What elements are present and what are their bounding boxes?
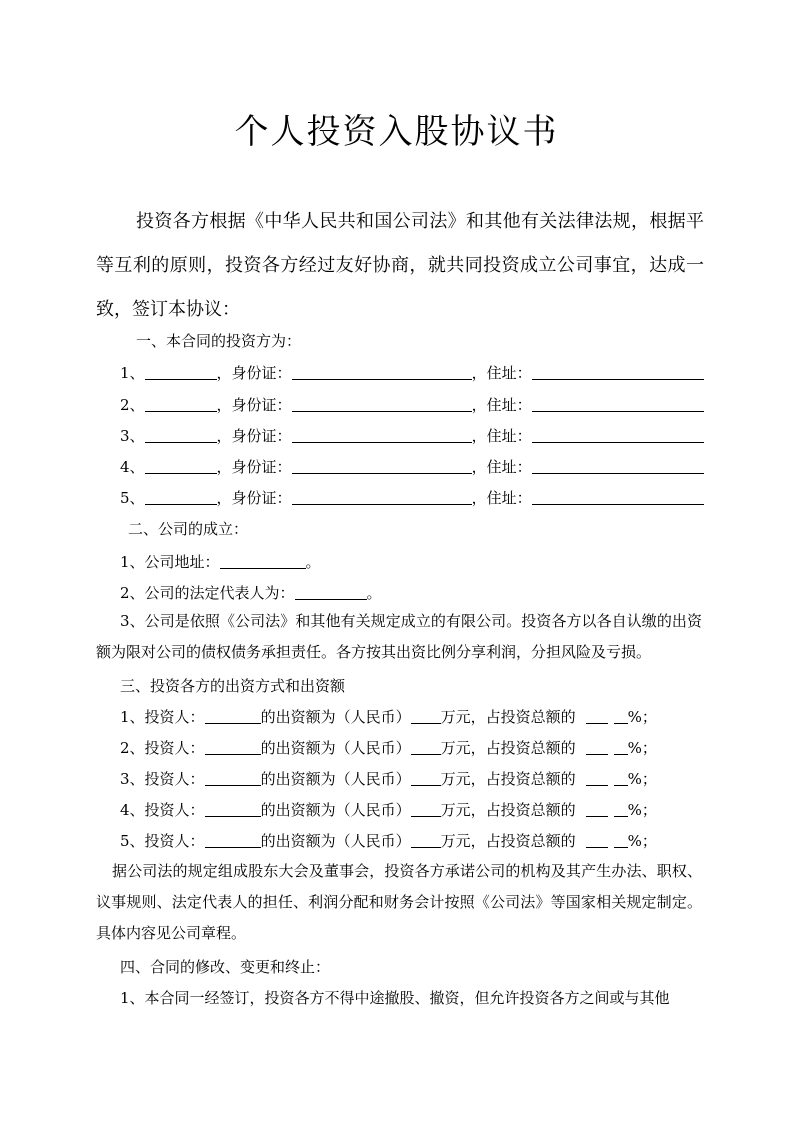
investor-line: [120, 362, 704, 383]
contribution-number: 1、: [120, 708, 145, 726]
amount-blank[interactable]: [411, 801, 441, 817]
investor-line: [120, 425, 704, 446]
address-blank[interactable]: [532, 489, 704, 505]
section3-heading: 三、投资各方的出资方式和出资额: [120, 677, 346, 695]
percent-blank-1[interactable]: [586, 770, 608, 786]
address-label: ，住址：: [471, 396, 532, 414]
investor-line: [120, 456, 704, 477]
intro-paragraph: 投资各方根据《中华人民共和国公司法》和其他有关法律法规，根据平等互利的原则，投资各方经过友好协商，就共同投资成立公司事宜，达成一致，签订本协议：: [96, 211, 704, 320]
contribution-line: [120, 768, 657, 789]
percent-blank-2[interactable]: [614, 739, 628, 755]
id-number-blank[interactable]: [292, 396, 472, 412]
investor-name-blank[interactable]: [145, 427, 217, 443]
legal-rep-label: 2、公司的法定代表人为：: [120, 584, 295, 602]
contribution-line: [120, 799, 657, 820]
company-address-label: 1、公司地址：: [120, 553, 220, 571]
percent-blank-2[interactable]: [614, 708, 628, 724]
contribution-line: [120, 706, 657, 727]
investor-name-blank[interactable]: [145, 489, 217, 505]
company-address-line: [120, 551, 321, 572]
investor-label: 投资人：: [144, 770, 205, 788]
investor-blank[interactable]: [205, 770, 261, 786]
investor-label: 投资人：: [144, 708, 205, 726]
amount-label: 的出资额为（人民币）: [260, 739, 411, 757]
contribution-number: 2、: [120, 739, 145, 757]
amount-blank[interactable]: [411, 739, 441, 755]
investor-label: 投资人：: [144, 739, 205, 757]
company-liability-paragraph: 3、公司是依照《公司法》和其他有关规定成立的有限公司。投资各方以各自认缴的出资额为限对公司的债权债务承担责任。各方按其出资比例分享利润，分担风险及亏损。: [96, 612, 702, 661]
id-number-blank[interactable]: [292, 364, 472, 380]
unit-label: 万元，占投资总额的: [440, 801, 576, 819]
id-label: ，身份证：: [216, 396, 292, 414]
amount-blank[interactable]: [411, 770, 441, 786]
percent-blank-2[interactable]: [614, 801, 628, 817]
company-address-blank[interactable]: [220, 553, 306, 569]
id-label: ，身份证：: [216, 489, 292, 507]
amount-blank[interactable]: [411, 708, 441, 724]
investor-name-blank[interactable]: [145, 458, 217, 474]
percent-blank-2[interactable]: [614, 832, 628, 848]
amount-blank[interactable]: [411, 832, 441, 848]
investor-label: 投资人：: [144, 832, 205, 850]
percent-blank-1[interactable]: [586, 739, 608, 755]
unit-label: 万元，占投资总额的: [440, 708, 576, 726]
legal-rep-end: 。: [366, 584, 382, 602]
percent-end: %；: [627, 770, 657, 788]
legal-rep-line: [120, 582, 382, 603]
company-address-end: 。: [305, 553, 321, 571]
id-label: ，身份证：: [216, 458, 292, 476]
investor-blank[interactable]: [205, 801, 261, 817]
id-label: ，身份证：: [216, 364, 292, 382]
investor-number: 3、: [120, 427, 145, 445]
investor-number: 1、: [120, 364, 145, 382]
percent-blank-2[interactable]: [614, 770, 628, 786]
percent-blank-1[interactable]: [586, 708, 608, 724]
section2-heading: 二、公司的成立：: [128, 520, 249, 538]
investor-line: [120, 487, 704, 508]
unit-label: 万元，占投资总额的: [440, 770, 576, 788]
legal-rep-blank[interactable]: [295, 584, 367, 600]
contribution-number: 5、: [120, 832, 145, 850]
investor-number: 2、: [120, 396, 145, 414]
id-number-blank[interactable]: [292, 489, 472, 505]
percent-end: %；: [627, 739, 657, 757]
percent-end: %；: [627, 832, 657, 850]
address-blank[interactable]: [532, 427, 704, 443]
contribution-number: 4、: [120, 801, 145, 819]
section4-item1: 1、本合同一经签订，投资各方不得中途撤股、撤资，但允许投资各方之间或与其他: [120, 989, 670, 1007]
amount-label: 的出资额为（人民币）: [260, 708, 411, 726]
percent-blank-1[interactable]: [586, 801, 608, 817]
percent-blank-1[interactable]: [586, 832, 608, 848]
investor-blank[interactable]: [205, 832, 261, 848]
contribution-line: [120, 737, 657, 758]
address-blank[interactable]: [532, 396, 704, 412]
investor-name-blank[interactable]: [145, 396, 217, 412]
address-label: ，住址：: [471, 427, 532, 445]
address-label: ，住址：: [471, 458, 532, 476]
investor-blank[interactable]: [205, 739, 261, 755]
amount-label: 的出资额为（人民币）: [260, 832, 411, 850]
address-label: ，住址：: [471, 364, 532, 382]
section1-heading: 一、本合同的投资方为：: [136, 332, 302, 350]
amount-label: 的出资额为（人民币）: [260, 801, 411, 819]
address-blank[interactable]: [532, 458, 704, 474]
investor-number: 5、: [120, 489, 145, 507]
address-label: ，住址：: [471, 489, 532, 507]
id-number-blank[interactable]: [292, 458, 472, 474]
amount-label: 的出资额为（人民币）: [260, 770, 411, 788]
investor-number: 4、: [120, 458, 145, 476]
document-title: 个人投资入股协议书: [234, 112, 559, 152]
investor-line: [120, 394, 704, 415]
unit-label: 万元，占投资总额的: [440, 832, 576, 850]
percent-end: %；: [627, 801, 657, 819]
id-label: ，身份证：: [216, 427, 292, 445]
governance-paragraph: 据公司法的规定组成股东大会及董事会，投资各方承诺公司的机构及其产生办法、职权、议事规则、法定代表人的担任、利润分配和财务会计按照《公司法》等国家相关规定制定。具体内容见公司章程。: [96, 862, 702, 942]
section4-heading: 四、合同的修改、变更和终止：: [120, 958, 331, 976]
id-number-blank[interactable]: [292, 427, 472, 443]
investor-name-blank[interactable]: [145, 364, 217, 380]
contribution-line: [120, 830, 657, 851]
contribution-number: 3、: [120, 770, 145, 788]
address-blank[interactable]: [532, 364, 704, 380]
investor-blank[interactable]: [205, 708, 261, 724]
unit-label: 万元，占投资总额的: [440, 739, 576, 757]
percent-end: %；: [627, 708, 657, 726]
investor-label: 投资人：: [144, 801, 205, 819]
